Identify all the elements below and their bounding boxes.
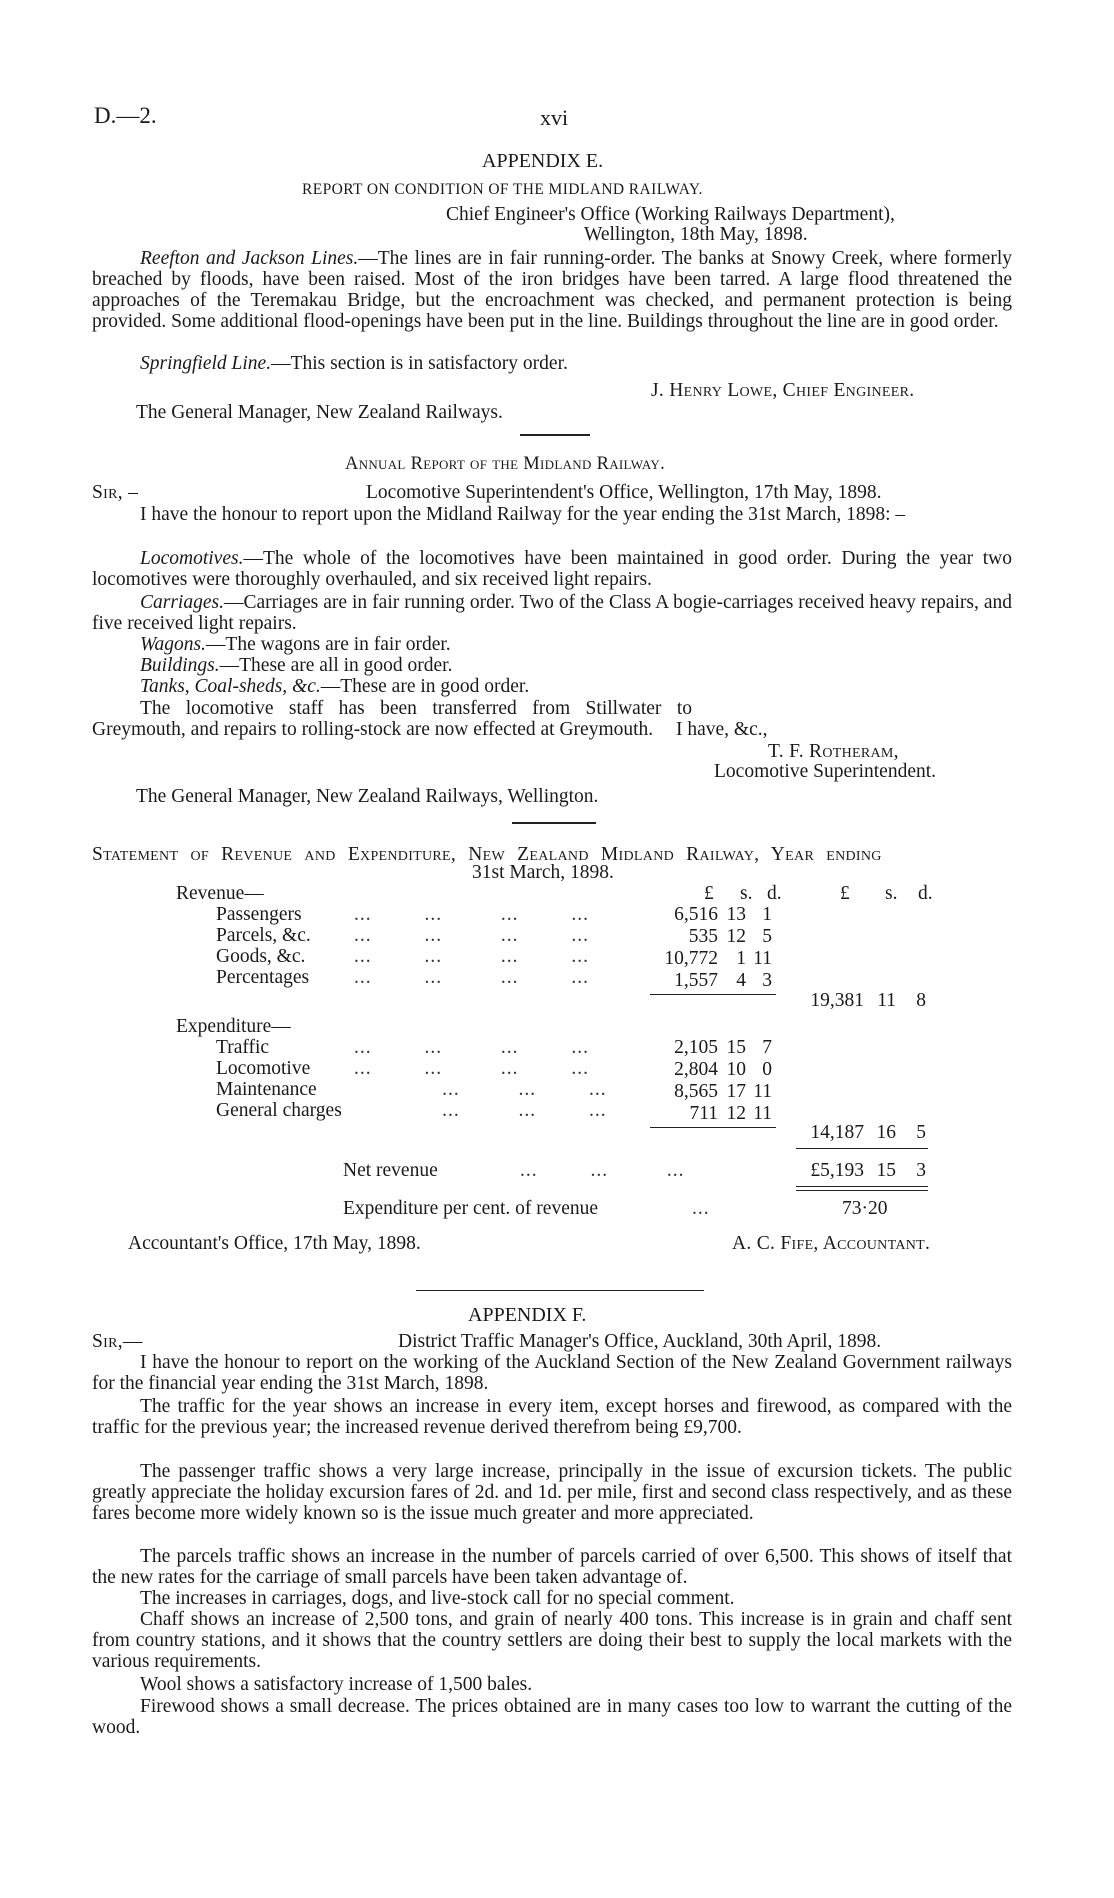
subtotal-rule (650, 1127, 776, 1128)
report-from: Locomotive Superintendent's Office, Wellington, 17th May, 1898. (366, 482, 882, 503)
paragraph-springfield (92, 353, 1012, 374)
revenue-row-label: Parcels, &c. (216, 925, 311, 946)
shillings: 11 (877, 990, 896, 1011)
pounds: 8,565 (674, 1081, 718, 1102)
i-have: I have, &c., (676, 719, 768, 740)
expenditure-total (796, 1122, 926, 1144)
shillings: 4 (736, 970, 746, 991)
paragraph-reefton (92, 248, 1012, 332)
table-row (788, 1160, 926, 1182)
item-carriages (92, 592, 1012, 634)
divider (520, 434, 590, 436)
item-label: Locomotives. (140, 548, 244, 569)
paragraph: Wool shows a satisfactory increase of 1,500 bales. (140, 1674, 533, 1695)
pence: 8 (916, 990, 926, 1011)
revenue-row-label: Passengers (216, 904, 302, 925)
appendix-f-title: APPENDIX F. (468, 1304, 587, 1326)
revenue-row-label: Goods, &c. (216, 946, 306, 967)
col-shilling-total: s. (885, 883, 898, 904)
item-text: —Carriages are in fair running order. Two of the Class A bogie-carriages received heavy repairs, and five received light repairs. (92, 592, 1012, 634)
statement-title: Statement of Revenue and Expenditure, New Zealand Midland Railway, Year ending (92, 844, 882, 865)
item-text: —These are in good order. (320, 676, 530, 697)
table-row (646, 904, 772, 926)
expenditure-row-label: Traffic (216, 1037, 270, 1058)
pounds: 14,187 (810, 1122, 864, 1143)
appendix-e-subtitle: REPORT ON CONDITION OF THE MIDLAND RAILWAY. (302, 181, 703, 198)
leader-dots: ... ... ... ... ... ... ... ... ... ... ... ... ... ... ... ... (354, 904, 589, 988)
pounds: £5,193 (810, 1160, 864, 1181)
revenue-values (646, 904, 772, 992)
shillings: 1 (736, 948, 746, 969)
col-pence-total: d. (918, 883, 933, 904)
page-number: xvi (540, 105, 569, 130)
shillings: 15 (876, 1160, 896, 1181)
addressee-e: The General Manager, New Zealand Railways. (136, 402, 503, 423)
col-pound: £ (704, 883, 714, 904)
subtotal-rule (650, 994, 776, 995)
addressee-report: The General Manager, New Zealand Railways, Wellington. (136, 786, 599, 807)
appendix-f-from: District Traffic Manager's Office, Auckland, 30th April, 1898. (398, 1331, 882, 1352)
paragraph: Chaff shows an increase of 2,500 tons, and grain of nearly 400 tons. This increase is in grain and chaff sent from country stations, and it shows that the country settlers are doing their best to supply the local markets with the various requirements. (92, 1609, 1012, 1672)
double-rule-bottom (796, 1190, 928, 1191)
signer-title: Locomotive Superintendent. (714, 761, 937, 782)
paragraph-label: Reefton and Jackson Lines. (140, 248, 359, 269)
table-row (646, 1059, 772, 1081)
paragraph-label: Springfield Line. (140, 353, 272, 374)
paragraph: The parcels traffic shows an increase in the number of parcels carried of over 6,500. This shows of itself that the new rates for the carriage of small parcels have been taken advantage of. (92, 1546, 1012, 1588)
revenue-total (796, 990, 926, 1012)
item-locomotives (92, 548, 1012, 590)
item-text: —The wagons are in fair order. (205, 634, 451, 655)
report-intro: I have the honour to report upon the Midland Railway for the year ending the 31st March, 1898: – (140, 504, 906, 525)
pence: 11 (753, 1103, 772, 1124)
paragraph: The increases in carriages, dogs, and live-stock call for no special comment. (140, 1588, 735, 1609)
pence: 7 (762, 1037, 772, 1058)
table-row (646, 926, 772, 948)
pence: 11 (753, 948, 772, 969)
item-wagons (92, 634, 1012, 655)
table-row (646, 1081, 772, 1103)
statement-title-year: 31st March, 1898. (472, 862, 614, 883)
pence: 5 (916, 1122, 926, 1143)
table-row (796, 990, 926, 1012)
pence: 5 (762, 926, 772, 947)
pounds: 2,105 (674, 1037, 718, 1058)
table-row (796, 1122, 926, 1144)
annual-report-title: Annual Report of the Midland Railway. (345, 454, 666, 474)
expenditure-row-label: Maintenance (216, 1079, 317, 1100)
net-revenue-label: Net revenue (343, 1160, 438, 1181)
percent-value: 73·20 (842, 1198, 888, 1219)
paragraph-text: —This section is in satisfactory order. (271, 353, 568, 374)
item-label: Tanks, Coal-sheds, &c. (140, 676, 321, 697)
item-buildings (92, 655, 1012, 676)
table-row (646, 948, 772, 970)
table-row (646, 1103, 772, 1125)
paragraph: I have the honour to report on the working of the Auckland Section of the New Zealand Government railways for the financial year ending the 31st March, 1898. (92, 1352, 1012, 1394)
shillings: 10 (726, 1059, 746, 1080)
shillings: 12 (726, 1103, 746, 1124)
signer-rotheram: T. F. Rotheram, (768, 741, 899, 762)
item-tanks (92, 676, 1012, 697)
pence: 3 (916, 1160, 926, 1181)
paragraph: The traffic for the year shows an increase in every item, except horses and firewood, as compared with the traffic for the previous year; the increased revenue derived therefrom being £9,700. (92, 1396, 1012, 1438)
page-header-left: D.—2. (94, 103, 157, 128)
leader-dots: ... ... ... (520, 1160, 685, 1181)
pence: 1 (762, 904, 772, 925)
pence: 3 (762, 970, 772, 991)
paragraph: Firewood shows a small decrease. The prices obtained are in many cases too low to warrant the cutting of the wood. (92, 1696, 1012, 1738)
pence: 0 (762, 1059, 772, 1080)
col-shilling: s. (740, 883, 753, 904)
shillings: 15 (726, 1037, 746, 1058)
pounds: 535 (688, 926, 718, 947)
pence: 11 (753, 1081, 772, 1102)
paragraph-text: —The lines are in fair running-order. The banks at Snowy Creek, where formerly breached by floods, have been raised. Most of the iron bridges have been tarred. A large flood threatened the approaches of the Teremakau Bridge, but the encroachment was checked, and permanent protection is being provided. Some additional flood-openings have been put in the line. Buildings throughout the line are in good order. (92, 248, 1012, 332)
pounds: 1,557 (674, 970, 718, 991)
expenditure-heading: Expenditure— (176, 1016, 291, 1037)
paragraph: The passenger traffic shows a very large increase, principally in the issue of excursion tickets. The public greatly appreciate the holiday excursion fares of 2d. and 1d. per mile, first and second class respectively, and as these fares become more widely known so is the issue much greater and more appreciated. (92, 1461, 1012, 1524)
salutation-f: Sir,— (92, 1331, 143, 1352)
item-label: Wagons. (140, 634, 206, 655)
item-text: —The whole of the locomotives have been maintained in good order. During the year two locomotives were thoroughly overhauled, and six received light repairs. (92, 548, 1012, 590)
total-rule (796, 1148, 928, 1149)
table-row (646, 970, 772, 992)
percent-label: Expenditure per cent. of revenue (343, 1198, 599, 1219)
pounds: 6,516 (674, 904, 718, 925)
leader-dots: ... ... ... ... ... ... ... ... ... ... ... ... ... ... (354, 1037, 607, 1121)
expenditure-values (646, 1037, 772, 1125)
table-row (646, 1037, 772, 1059)
salutation: Sir, – (92, 482, 139, 503)
from-line-1: Chief Engineer's Office (Working Railways Department), (446, 204, 895, 225)
item-text: —These are all in good order. (219, 655, 453, 676)
revenue-heading: Revenue— (176, 883, 264, 904)
signature-lowe: J. Henry Lowe, Chief Engineer. (651, 380, 915, 401)
report-closing: The locomotive staff has been transferred from Stillwater to Greymouth, and repairs to rolling-stock are now effected at Greymouth. (92, 698, 692, 740)
shillings: 13 (726, 904, 746, 925)
revenue-row-label: Percentages (216, 967, 310, 988)
col-pound-total: £ (840, 883, 850, 904)
col-pence: d. (767, 883, 782, 904)
pounds: 711 (689, 1103, 718, 1124)
from-line-2: Wellington, 18th May, 1898. (584, 224, 808, 245)
expenditure-row-label: Locomotive (216, 1058, 311, 1079)
net-revenue-value (788, 1160, 926, 1182)
divider (512, 822, 596, 824)
accountant-signature: A. C. Fife, Accountant. (732, 1233, 931, 1254)
accountant-office: Accountant's Office, 17th May, 1898. (128, 1233, 421, 1254)
item-label: Buildings. (140, 655, 220, 676)
appendix-e-title: APPENDIX E. (482, 150, 604, 172)
leader-dots: ... (692, 1198, 710, 1219)
pounds: 19,381 (810, 990, 864, 1011)
pounds: 2,804 (674, 1059, 718, 1080)
shillings: 12 (726, 926, 746, 947)
item-label: Carriages. (140, 592, 224, 613)
pounds: 10,772 (664, 948, 718, 969)
section-divider (416, 1290, 704, 1291)
double-rule-top (796, 1186, 928, 1187)
shillings: 17 (726, 1081, 746, 1102)
expenditure-row-label: General charges (216, 1100, 342, 1121)
shillings: 16 (876, 1122, 896, 1143)
